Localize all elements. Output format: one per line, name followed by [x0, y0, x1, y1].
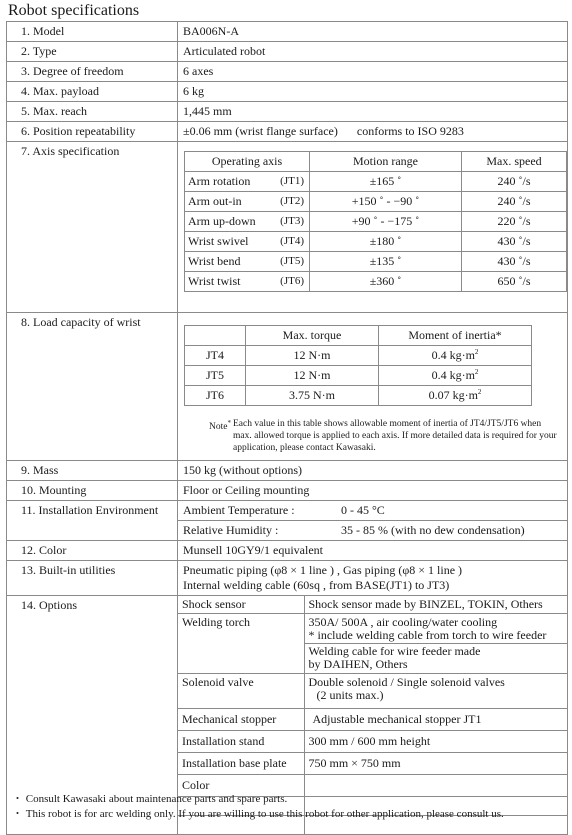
spec-row-reach [7, 102, 568, 122]
footnote: ・ This robot is for arc welding only. If you are willing to use this robot for other application, please consult us. [12, 808, 504, 820]
spec-label: 1. Model [7, 22, 178, 42]
spec-label: 10. Mounting [7, 481, 178, 501]
spec-row-type [7, 42, 568, 62]
axis-name: Arm up-down [188, 214, 256, 228]
load-row [185, 366, 532, 386]
option-row-base [178, 753, 567, 775]
inertia-exponent: 2 [477, 388, 482, 396]
axis-row: Arm up-down (JT3) +90 ˚ - −175 ˚ 220 ˚/s [185, 212, 567, 232]
spec-row-mass [7, 461, 568, 481]
spec-row-environment [7, 501, 568, 541]
humidity-label: Relative Humidity : [183, 523, 279, 537]
load-inertia: 0.4 kg·m [431, 368, 475, 382]
axis-speed: 240 ˚/s [462, 172, 567, 192]
axis-name: Arm rotation [188, 174, 251, 188]
load-capacity-table [184, 325, 532, 406]
option-value: Adjustable mechanical stopper JT1 [304, 709, 567, 731]
load-header-blank [185, 326, 246, 346]
spec-label: 11. Installation Environment [7, 501, 178, 541]
option-value: * include welding cable from torch to wire feeder [308, 628, 547, 642]
axis-row: Arm rotation (JT1) ±165 ˚ 240 ˚/s [185, 172, 567, 192]
axis-speed: 430 ˚/s [462, 232, 567, 252]
axis-jt: JT4 [283, 235, 301, 247]
note-star: * [227, 418, 231, 427]
axis-speed: 430 ˚/s [462, 252, 567, 272]
note-label: Note [209, 422, 228, 432]
axis-jt: JT5 [283, 255, 301, 267]
humidity-value: 35 - 85 % (with no dew condensation) [341, 523, 525, 537]
footnote: ・ Consult Kawasaki about maintenance parts and spare parts. [12, 793, 288, 805]
spec-label: 5. Max. reach [7, 102, 178, 122]
axis-spec-table [184, 151, 567, 292]
axis-jt: JT3 [283, 215, 301, 227]
axis-header-range: Motion range [310, 152, 462, 172]
option-value: Welding cable for wire feeder made [308, 644, 481, 658]
temperature-value: 0 - 45 °C [336, 501, 567, 521]
axis-header-operating: Operating axis [185, 152, 310, 172]
spec-label: 12. Color [7, 541, 178, 561]
spec-label: 2. Type [7, 42, 178, 62]
axis-header-speed: Max. speed [462, 152, 567, 172]
spec-label: 9. Mass [7, 461, 178, 481]
spec-label: 7. Axis specification [7, 142, 178, 313]
load-row [185, 386, 532, 406]
spec-label: 3. Degree of freedom [7, 62, 178, 82]
inertia-exponent: 2 [474, 368, 479, 376]
axis-name: Arm out-in [188, 194, 242, 208]
spec-row-color [7, 541, 568, 561]
load-inertia: 0.4 kg·m [431, 348, 475, 362]
axis-range: ±180 ˚ [310, 232, 462, 252]
axis-name: Wrist swivel [188, 234, 249, 248]
axis-jt: JT2 [283, 195, 301, 207]
axis-row: Arm out-in (JT2) +150 ˚ - −90 ˚ 240 ˚/s [185, 192, 567, 212]
option-value: 750 mm × 750 mm [304, 753, 567, 775]
iso-note: conforms to ISO 9283 [356, 124, 464, 138]
option-value: Double solenoid / Single solenoid valves [308, 675, 505, 689]
spec-value: 1,445 mm [178, 102, 568, 122]
spec-value: BA006N-A [178, 22, 568, 42]
load-axis: JT5 [185, 366, 246, 386]
inertia-exponent: 2 [474, 348, 479, 356]
spec-label: 14. Options [7, 596, 178, 835]
spec-row-utilities [7, 561, 568, 596]
spec-value: Munsell 10GY9/1 equivalent [178, 541, 568, 561]
spec-label: 13. Built-in utilities [7, 561, 178, 596]
spec-row-axis [7, 142, 568, 313]
option-label: Mechanical stopper [178, 709, 304, 731]
axis-jt: JT6 [283, 275, 301, 287]
axis-row: Wrist swivel (JT4) ±180 ˚ 430 ˚/s [185, 232, 567, 252]
spec-row-model [7, 22, 568, 42]
option-row-stopper [178, 709, 567, 731]
option-row-torch [178, 614, 567, 674]
option-value: (2 units max.) [316, 688, 384, 702]
spec-row-dof [7, 62, 568, 82]
option-value: Shock sensor made by BINZEL, TOKIN, Others [304, 596, 567, 614]
spec-row-payload [7, 82, 568, 102]
axis-name: Wrist twist [188, 274, 241, 288]
spec-label: 8. Load capacity of wrist [7, 313, 178, 461]
spec-table [6, 21, 568, 835]
axis-row: Wrist bend (JT5) ±135 ˚ 430 ˚/s [185, 252, 567, 272]
option-row-shock [178, 596, 567, 614]
axis-row: Wrist twist (JT6) ±360 ˚ 650 ˚/s [185, 272, 567, 292]
load-axis: JT4 [185, 346, 246, 366]
spec-value: ±0.06 mm (wrist flange surface) [183, 124, 338, 138]
spec-value: 150 kg (without options) [178, 461, 568, 481]
note-text: Each value in this table shows allowable moment of inertia of JT4/JT5/JT6 when max. allowed torque is applied to each axis. If more detailed data is required for your application, please contact Kawasaki. [233, 419, 557, 453]
option-value: 300 mm / 600 mm height [304, 731, 567, 753]
load-header-inertia: Moment of inertia* [379, 326, 532, 346]
option-label: Shock sensor [178, 596, 304, 614]
axis-jt: JT1 [283, 175, 301, 187]
load-torque: 3.75 N·m [246, 386, 379, 406]
option-label: Solenoid valve [178, 674, 304, 709]
spec-value: Articulated robot [178, 42, 568, 62]
option-label: Color [178, 775, 304, 797]
spec-label: 4. Max. payload [7, 82, 178, 102]
spec-label: 6. Position repeatability [7, 122, 178, 142]
axis-range: ±165 ˚ [310, 172, 462, 192]
spec-row-repeatability [7, 122, 568, 142]
axis-speed: 650 ˚/s [462, 272, 567, 292]
option-value [304, 775, 567, 797]
temperature-label: Ambient Temperature : [178, 501, 336, 521]
load-torque: 12 N·m [246, 366, 379, 386]
load-axis: JT6 [185, 386, 246, 406]
axis-speed: 240 ˚/s [462, 192, 567, 212]
axis-speed: 220 ˚/s [462, 212, 567, 232]
axis-name: Wrist bend [188, 254, 241, 268]
spec-row-mounting [7, 481, 568, 501]
option-value: 350A/ 500A , air cooling/water cooling [308, 615, 498, 629]
option-label: Installation stand [178, 731, 304, 753]
utilities-line-1: Pneumatic piping (φ8 × 1 line ) , Gas piping (φ8 × 1 line ) [183, 563, 463, 577]
spec-value: Floor or Ceiling mounting [178, 481, 568, 501]
load-header-torque: Max. torque [246, 326, 379, 346]
spec-row-load [7, 313, 568, 461]
axis-range: +90 ˚ - −175 ˚ [310, 212, 462, 232]
utilities-line-2: Internal welding cable (60sq , from BASE(JT1) to JT3) [183, 578, 450, 592]
axis-range: +150 ˚ - −90 ˚ [310, 192, 462, 212]
environment-table [178, 501, 567, 540]
option-value: by DAIHEN, Others [308, 657, 408, 671]
load-row [185, 346, 532, 366]
spec-value: 6 axes [178, 62, 568, 82]
load-note [209, 418, 562, 454]
axis-range: ±135 ˚ [310, 252, 462, 272]
option-label: Welding torch [178, 614, 304, 674]
option-row-solenoid [178, 674, 567, 709]
spec-value: 6 kg [178, 82, 568, 102]
load-torque: 12 N·m [246, 346, 379, 366]
option-label: Installation base plate [178, 753, 304, 775]
page-title: Robot specifications [8, 2, 140, 19]
load-inertia: 0.07 kg·m [428, 388, 478, 402]
option-row-stand [178, 731, 567, 753]
axis-range: ±360 ˚ [310, 272, 462, 292]
